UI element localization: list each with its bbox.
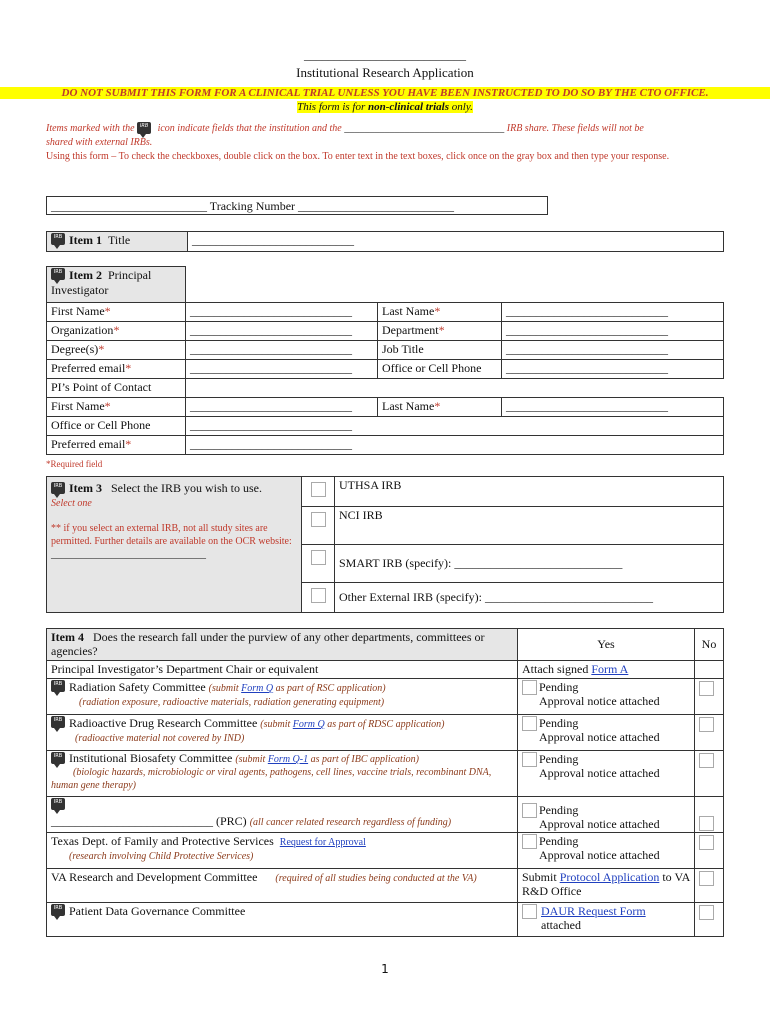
pi-phone-label: Office or Cell Phone — [378, 360, 502, 379]
dfps-row — [47, 833, 518, 869]
pi-last-name-label: Last Name* — [378, 303, 502, 322]
rsc-no-cell — [695, 679, 724, 715]
items-marked-line2: shared with external IRBs. — [46, 137, 153, 148]
protocol-application-link[interactable]: Protocol Application — [559, 870, 660, 884]
pi-last-name-input[interactable]: ___________________________ — [502, 303, 724, 322]
item3-num: Item 3 — [69, 481, 102, 495]
ibc-pending-label: Pending — [539, 752, 579, 766]
pdgc-label: Patient Data Governance Committee — [69, 904, 246, 918]
prc-row — [47, 797, 518, 833]
nci-irb-label: NCI IRB — [335, 507, 724, 545]
nci-checkbox-cell — [302, 507, 335, 545]
prc-pending-label: Pending — [539, 803, 579, 817]
item3-table — [46, 476, 724, 613]
smart-checkbox-cell — [302, 545, 335, 583]
rdrc-label: Radioactive Drug Research Committee — [69, 716, 258, 730]
ibc-sub: (biologic hazards, microbiologic or viral agents, pathogens, cell lines, vaccine trials, recombinant DNA, human gene therapy) — [51, 767, 492, 791]
other-checkbox-cell — [302, 583, 335, 613]
rsc-pending-checkbox[interactable] — [522, 680, 537, 695]
items-marked-mid: icon indicate fields that the institution and the — [157, 123, 342, 134]
dfps-approval-label: Approval notice attached — [539, 848, 660, 862]
va-label: VA Research and Development Committee — [51, 870, 258, 884]
pi-degrees-label: Degree(s)* — [47, 341, 186, 360]
va-no-cell — [695, 869, 724, 903]
pi-email-input[interactable]: ___________________________ — [186, 360, 378, 379]
item1-num: Item 1 — [69, 233, 102, 247]
prc-note: (all cancer related research regardless of funding) — [249, 817, 452, 828]
tracking-left-blank[interactable]: __________________________ — [51, 199, 207, 213]
rdrc-pending-label: Pending — [539, 716, 579, 730]
dfps-pending-checkbox[interactable] — [522, 834, 537, 849]
pi-department-input[interactable]: ___________________________ — [502, 322, 724, 341]
prc-blank[interactable]: ___________________________ — [51, 814, 213, 828]
item3-select-one: Select one — [51, 498, 92, 509]
pdgc-attached-label: attached — [541, 918, 581, 932]
item1-title-input[interactable]: ___________________________ — [188, 232, 724, 252]
pi-degrees-input[interactable]: ___________________________ — [186, 341, 378, 360]
chair-yes-cell: Attach signed Form A — [518, 661, 695, 679]
item2-table — [46, 266, 724, 455]
shared-irb-blank[interactable]: ________________________________ — [344, 123, 505, 134]
chair-no-cell — [695, 661, 724, 679]
pdgc-row — [47, 903, 518, 937]
nonclinical-note — [0, 101, 770, 113]
ibc-no-cell — [695, 751, 724, 797]
poc-phone-input[interactable]: ___________________________ — [186, 417, 724, 436]
pi-department-label: Department* — [378, 322, 502, 341]
va-no-checkbox[interactable] — [699, 871, 714, 886]
rsc-yes-cell — [518, 679, 695, 715]
pdgc-no-cell — [695, 903, 724, 937]
ibc-row: IRB Institutional Biosafety Committee (submit Form Q-1 as part of IBC application) (biologic hazards, microbiologic or viral agents, pathogens, cell lines, vaccine trials, recombinant DNA, human gene therapy) — [47, 751, 518, 797]
note-pre: This form is for — [297, 101, 369, 113]
item2-label: Principal Investigator — [51, 268, 152, 297]
poc-first-name-label: First Name* — [47, 398, 186, 417]
irb-icon: IRB — [51, 233, 65, 245]
item3-ocr-blank[interactable]: _______________________________ — [51, 549, 206, 560]
warning-banner — [0, 87, 770, 99]
smart-irb-checkbox[interactable] — [311, 550, 326, 565]
rsc-no-checkbox[interactable] — [699, 681, 714, 696]
form-a-link[interactable]: Form A — [591, 662, 629, 676]
va-yes-cell: Submit Protocol Application to VA R&D Office — [518, 869, 695, 903]
va-note: (required of all studies being conducted at the VA) — [275, 873, 477, 884]
pi-phone-input[interactable]: ___________________________ — [502, 360, 724, 379]
rsc-label: Radiation Safety Committee — [69, 680, 206, 694]
irb-icon: IRB — [137, 122, 151, 134]
poc-last-name-input[interactable]: ___________________________ — [502, 398, 724, 417]
pi-job-title-input[interactable]: ___________________________ — [502, 341, 724, 360]
rdrc-form-q-link[interactable]: Form Q — [292, 719, 325, 730]
dfps-sub: (research involving Child Protective Services) — [69, 851, 254, 862]
uthsa-irb-checkbox[interactable] — [311, 482, 326, 497]
ibc-pending-checkbox[interactable] — [522, 752, 537, 767]
rdrc-row: IRB Radioactive Drug Research Committee (submit Form Q as part of RDSC application) (radioactive material not covered by IND) — [47, 715, 518, 751]
dfps-label: Texas Dept. of Family and Protective Services — [51, 834, 274, 848]
daur-request-link[interactable]: DAUR Request Form — [541, 904, 646, 918]
prc-yes-cell — [518, 797, 695, 833]
prc-no-cell — [695, 797, 724, 833]
items-marked-post: IRB share. These fields will not be — [506, 123, 644, 134]
warning-text: DO NOT SUBMIT THIS FORM FOR A CLINICAL TRIAL UNLESS YOU HAVE BEEN INSTRUCTED TO DO SO BY THE CTO OFFICE. — [61, 87, 709, 99]
irb-icon: IRB — [51, 798, 65, 810]
pdgc-no-checkbox[interactable] — [699, 905, 714, 920]
tracking-number-box — [46, 196, 548, 215]
note-bold: non-clinical trials — [368, 101, 450, 113]
chair-row-label: Principal Investigator’s Department Chair or equivalent — [47, 661, 518, 679]
irb-icon: IRB — [51, 482, 65, 494]
rdrc-no-checkbox[interactable] — [699, 717, 714, 732]
page-title: Institutional Research Application — [296, 65, 474, 80]
ibc-approval-label: Approval notice attached — [539, 766, 660, 780]
item4-question: Does the research fall under the purview of any other departments, committees or agencies? — [51, 630, 485, 658]
ibc-yes-cell — [518, 751, 695, 797]
rsc-sub: (radiation exposure, radioactive materials, radiation generating equipment) — [79, 697, 385, 708]
prc-pending-checkbox[interactable] — [522, 803, 537, 818]
item1-label-cell — [47, 232, 188, 252]
ibc-form-q1-link[interactable]: Form Q-1 — [267, 754, 309, 765]
rsc-pending-label: Pending — [539, 680, 579, 694]
instructions: Using this form – To check the checkboxes, double click on the box. To enter text in the text boxes, click once on the gray box and then type your response. — [46, 151, 670, 162]
item2-label-cell — [47, 267, 186, 303]
ibc-no-checkbox[interactable] — [699, 753, 714, 768]
ibc-label: Institutional Biosafety Committee — [69, 751, 233, 765]
item4-question-cell — [47, 629, 518, 661]
dfps-request-link[interactable]: Request for Approval — [279, 837, 366, 848]
rdrc-yes-cell — [518, 715, 695, 751]
rsc-form-q-link[interactable]: Form Q — [241, 683, 274, 694]
prc-approval-label: Approval notice attached — [539, 817, 660, 831]
required-field-note: *Required field — [46, 459, 103, 469]
va-row — [47, 869, 518, 903]
pi-email-label: Preferred email* — [47, 360, 186, 379]
pi-organization-label: Organization* — [47, 322, 186, 341]
other-irb-label[interactable]: Other External IRB (specify): ____________________________ — [335, 583, 724, 613]
item1-table — [46, 231, 724, 252]
other-irb-checkbox[interactable] — [311, 588, 326, 603]
dfps-no-checkbox[interactable] — [699, 835, 714, 850]
smart-irb-label[interactable]: SMART IRB (specify): ____________________________ — [335, 545, 724, 583]
rdrc-pending-checkbox[interactable] — [522, 716, 537, 731]
page-number: 1 — [381, 962, 389, 976]
poc-label: PI’s Point of Contact — [47, 379, 186, 398]
irb-icon: IRB — [51, 680, 65, 692]
items-marked-pre: Items marked with the — [46, 123, 135, 134]
item3-label: Select the IRB you wish to use. — [111, 481, 262, 495]
nci-irb-checkbox[interactable] — [311, 512, 326, 527]
rsc-row: IRB Radiation Safety Committee (submit Form Q as part of RSC application) (radiation exposure, radioactive materials, radiation generating equipment) — [47, 679, 518, 715]
uthsa-checkbox-cell — [302, 477, 335, 507]
poc-phone-label: Office or Cell Phone — [47, 417, 186, 436]
pi-first-name-input[interactable]: ___________________________ — [186, 303, 378, 322]
poc-email-label: Preferred email* — [47, 436, 186, 455]
poc-last-name-label: Last Name* — [378, 398, 502, 417]
dfps-pending-label: Pending — [539, 834, 579, 848]
irb-icon: IRB — [51, 268, 65, 280]
pi-job-title-label: Job Title — [378, 341, 502, 360]
prc-label: (PRC) — [216, 814, 247, 828]
item1-label: Title — [108, 233, 131, 247]
note-post: only. — [449, 101, 473, 113]
no-column-header: No — [695, 629, 724, 661]
irb-icon: IRB — [51, 904, 65, 916]
irb-icon: IRB — [51, 752, 65, 764]
tracking-label: Tracking Number — [209, 199, 296, 213]
rsc-approval-label: Approval notice attached — [539, 694, 660, 708]
irb-icon: IRB — [51, 716, 65, 728]
item2-num: Item 2 — [69, 268, 102, 282]
item3-external-note: ** if you select an external IRB, not all study sites are permitted. Further details are available on the OCR website: — [51, 523, 292, 547]
item4-table — [46, 628, 724, 937]
dfps-yes-cell — [518, 833, 695, 869]
rdrc-sub: (radioactive material not covered by IND) — [75, 733, 245, 744]
pdgc-checkbox[interactable] — [522, 904, 537, 919]
tracking-right-blank[interactable]: __________________________ — [298, 199, 455, 213]
rdrc-approval-label: Approval notice attached — [539, 730, 660, 744]
yes-column-header: Yes — [518, 629, 695, 661]
pdgc-yes-cell — [518, 903, 695, 937]
prc-no-checkbox[interactable] — [699, 816, 714, 831]
pi-first-name-label: First Name* — [47, 303, 186, 322]
rdrc-no-cell — [695, 715, 724, 751]
uthsa-irb-label: UTHSA IRB — [335, 477, 724, 507]
item3-label-cell — [47, 477, 302, 613]
item4-num: Item 4 — [51, 630, 84, 644]
header-top-line: ___________________________ — [304, 48, 466, 62]
poc-first-name-input[interactable]: ___________________________ — [186, 398, 378, 417]
dfps-no-cell — [695, 833, 724, 869]
pi-organization-input[interactable]: ___________________________ — [186, 322, 378, 341]
irb-icon-explanation — [46, 122, 736, 150]
poc-email-input[interactable]: ___________________________ — [186, 436, 724, 455]
